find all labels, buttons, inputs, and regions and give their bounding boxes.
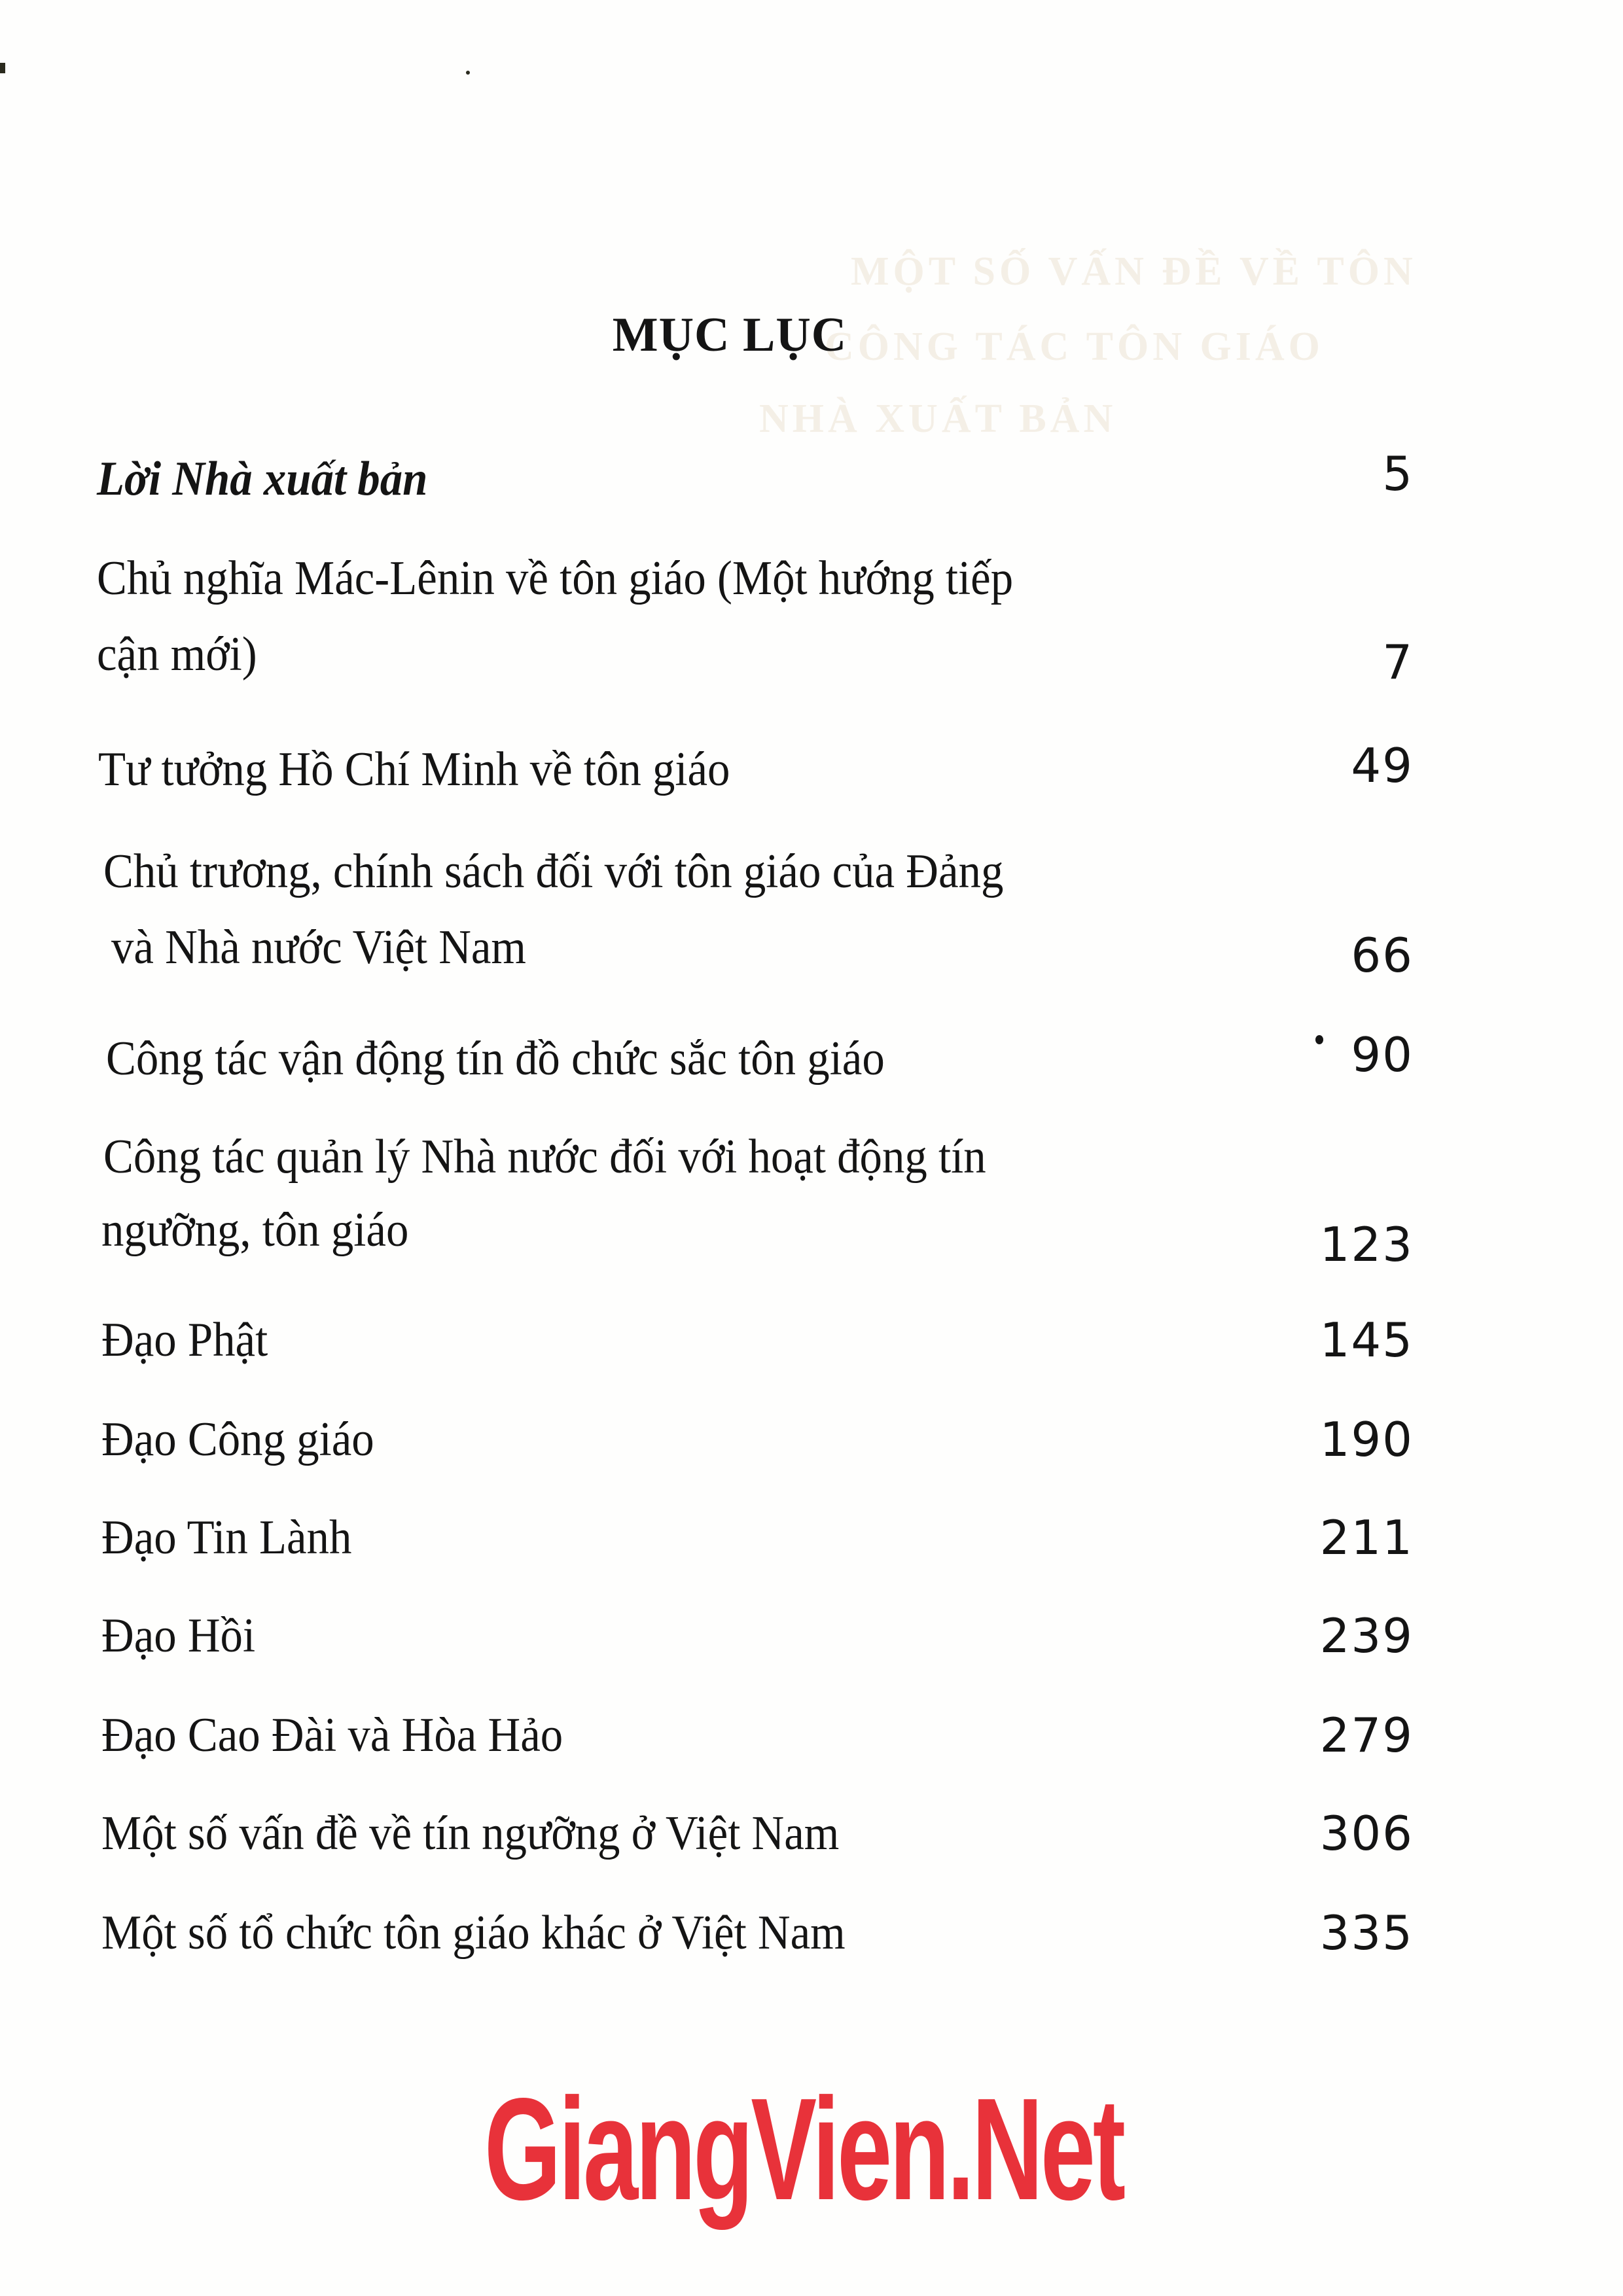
toc-entry-page: 123 [1319, 1217, 1414, 1272]
toc-entry-label: Công tác vận động tín đồ chức sắc tôn giáo [106, 1032, 885, 1086]
toc-entry-page: 5 [1382, 446, 1414, 501]
toc-entry-label-cont: và Nhà nước Việt Nam [111, 921, 526, 974]
toc-entry-page: 335 [1319, 1905, 1414, 1960]
toc-entry-page: 239 [1319, 1608, 1414, 1663]
toc-entry-label: Chủ nghĩa Mác-Lênin về tôn giáo (Một hướng tiếp [97, 552, 1014, 605]
toc-entry-label: Công tác quản lý Nhà nước đối với hoạt động tín [103, 1130, 986, 1184]
toc-title: MỤC LỤC [612, 308, 847, 362]
toc-entry-label: Một số vấn đề về tín ngưỡng ở Việt Nam [101, 1807, 840, 1860]
toc-entry-label: Đạo Cao Đài và Hòa Hảo [101, 1708, 563, 1762]
toc-entry-label: Lời Nhà xuất bản [97, 452, 428, 506]
bleed-through-text: NHÀ XUẤT BẢN [759, 397, 1117, 441]
toc-entry-label: Đạo Tin Lành [101, 1511, 352, 1564]
toc-entry-page: 211 [1319, 1510, 1414, 1565]
toc-entry-label: Tư tưởng Hồ Chí Minh về tôn giáo [98, 743, 730, 796]
toc-entry-page: 279 [1319, 1708, 1414, 1763]
toc-entry-page: 49 [1351, 738, 1414, 793]
stray-ink-dot [1315, 1035, 1323, 1044]
watermark-logo: GiangVien.Net [484, 2068, 1123, 2231]
toc-entry-page: 7 [1382, 635, 1414, 690]
toc-entry-page: 145 [1319, 1313, 1414, 1368]
toc-entry-label: Đạo Công giáo [101, 1413, 374, 1466]
toc-entry-label: Đạo Hồi [101, 1609, 256, 1663]
scan-dot [466, 71, 470, 75]
toc-entry-label: Đạo Phật [101, 1313, 268, 1367]
bleed-through-text: MỘT SỐ VẤN ĐỀ VỀ TÔN [851, 249, 1417, 294]
toc-entry-label-cont: cận mới) [97, 627, 257, 681]
toc-entry-page: 306 [1319, 1806, 1414, 1861]
toc-entry-page: 66 [1351, 928, 1414, 983]
toc-entry-label: Một số tổ chức tôn giáo khác ở Việt Nam [101, 1906, 846, 1960]
toc-entry-page: 90 [1351, 1027, 1414, 1082]
bleed-through-text: CÔNG TÁC TÔN GIÁO [825, 325, 1324, 369]
toc-entry-label-cont: ngưỡng, tôn giáo [101, 1203, 409, 1257]
scan-mark [0, 63, 5, 73]
toc-entry-label: Chủ trương, chính sách đối với tôn giáo của Đảng [103, 845, 1004, 898]
toc-entry-page: 190 [1319, 1412, 1414, 1467]
